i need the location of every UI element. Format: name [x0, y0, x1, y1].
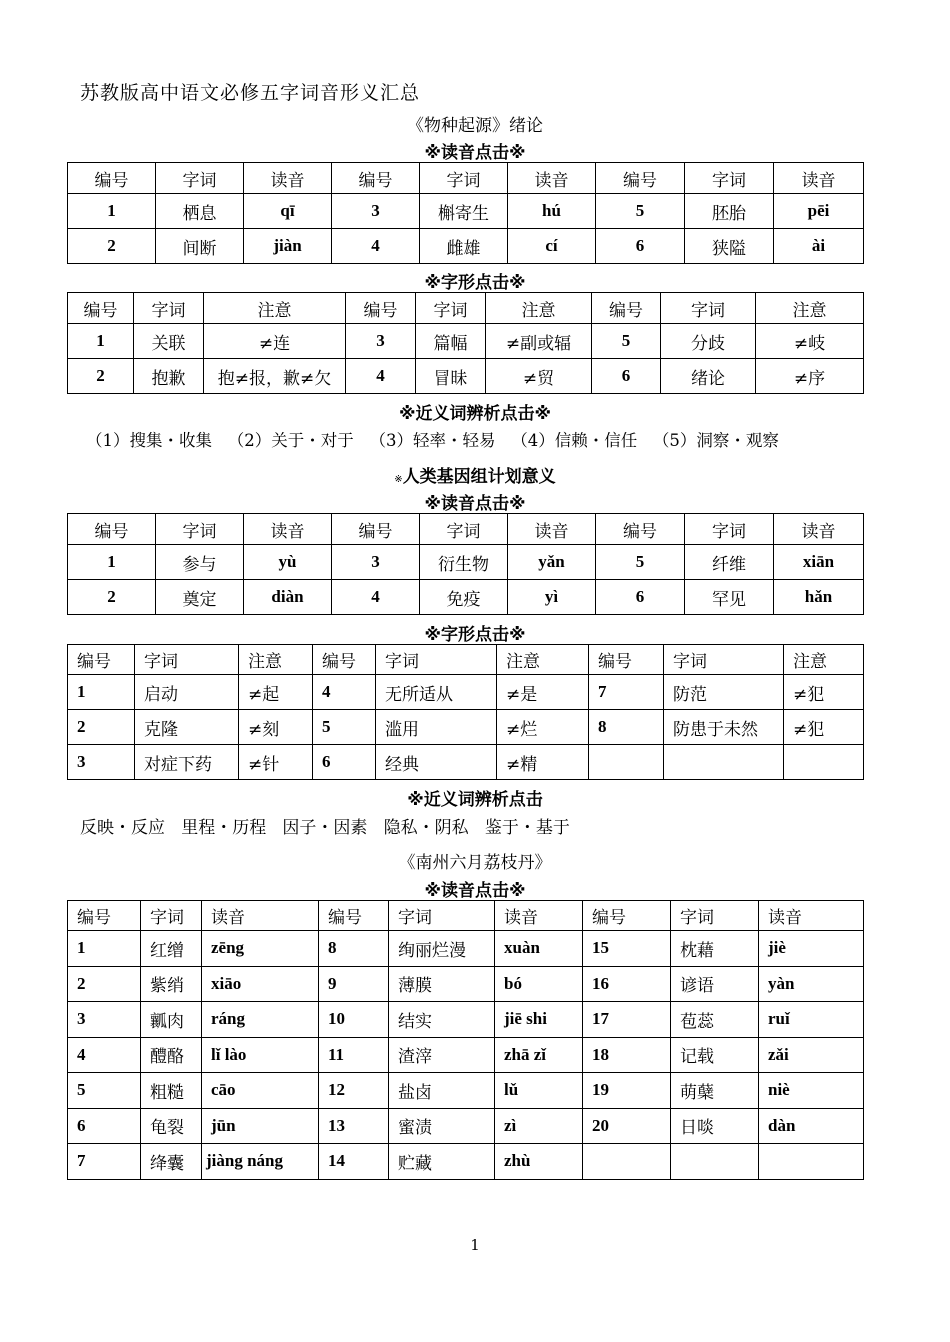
header-cell: 编号 [68, 163, 156, 194]
pinyin-cell: xiāo [202, 966, 319, 1002]
number-cell: 7 [589, 675, 664, 710]
word-cell: 篇幅 [416, 324, 486, 359]
word-cell: 日啖 [671, 1108, 759, 1144]
section-title-text: 人类基因组计划意义 [402, 467, 556, 487]
header-cell: 字词 [156, 514, 244, 545]
word-cell: 栖息 [156, 194, 244, 229]
word-cell: 纤维 [685, 545, 774, 580]
number-cell: 20 [583, 1108, 671, 1144]
header-cell: 读音 [759, 901, 864, 931]
word-cell: 红缯 [141, 931, 202, 967]
note-cell: ≠精 [497, 745, 589, 780]
number-cell: 5 [68, 1073, 141, 1109]
number-cell: 1 [68, 545, 156, 580]
table-row [68, 545, 864, 580]
header-cell: 字词 [389, 901, 495, 931]
pinyin-cell: ráng [202, 1002, 319, 1038]
header-cell: 注意 [239, 645, 313, 675]
number-cell: 15 [583, 931, 671, 967]
number-cell: 5 [592, 324, 661, 359]
table-row [68, 324, 864, 359]
header-cell: 编号 [68, 645, 135, 675]
table-row [68, 710, 864, 745]
number-cell: 6 [68, 1108, 141, 1144]
header-cell: 读音 [495, 901, 583, 931]
section-title: 《南州六月荔枝丹》 [398, 853, 552, 873]
table-header-row [68, 645, 864, 675]
word-cell: 萌蘖 [671, 1073, 759, 1109]
header-cell: 字词 [135, 645, 239, 675]
word-cell [671, 1144, 759, 1180]
word-cell: 绪论 [661, 359, 756, 394]
pinyin-cell: cí [508, 229, 596, 264]
pinyin-cell: niè [759, 1073, 864, 1109]
header-cell: 字词 [661, 293, 756, 324]
word-cell: 醴酪 [141, 1037, 202, 1073]
pronunciation-header: ※读音点击※ [424, 881, 526, 901]
pronunciation-table [67, 513, 864, 615]
number-cell: 8 [319, 931, 389, 967]
number-cell: 2 [68, 966, 141, 1002]
word-cell: 渣滓 [389, 1037, 495, 1073]
note-cell: ≠副或辐 [486, 324, 592, 359]
header-cell: 注意 [204, 293, 346, 324]
header-cell: 编号 [68, 293, 134, 324]
pinyin-cell: hǎn [774, 580, 864, 615]
table-row [68, 229, 864, 264]
pinyin-cell: yì [508, 580, 596, 615]
number-cell: 3 [68, 1002, 141, 1038]
header-cell: 字词 [416, 293, 486, 324]
note-cell: ≠起 [239, 675, 313, 710]
character-form-header: ※字形点击※ [424, 625, 526, 645]
word-cell: 无所适从 [376, 675, 497, 710]
table-row [68, 1002, 864, 1038]
header-cell: 编号 [583, 901, 671, 931]
number-cell: 18 [583, 1037, 671, 1073]
number-cell: 6 [313, 745, 376, 780]
pinyin-cell: jiè [759, 931, 864, 967]
word-cell: 记载 [671, 1037, 759, 1073]
synonym-header: ※近义词辨析点击 [407, 790, 543, 810]
number-cell: 17 [583, 1002, 671, 1038]
synonym-header: ※近义词辨析点击※ [398, 404, 552, 424]
header-cell: 字词 [141, 901, 202, 931]
header-cell: 编号 [592, 293, 661, 324]
character-form-table [67, 644, 864, 780]
header-cell: 编号 [346, 293, 416, 324]
pinyin-cell: zǎi [759, 1037, 864, 1073]
pronunciation-header: ※读音点击※ [424, 143, 526, 163]
note-cell: ≠岐 [756, 324, 864, 359]
number-cell: 2 [68, 359, 134, 394]
word-cell: 奠定 [156, 580, 244, 615]
header-cell: 读音 [244, 163, 332, 194]
note-cell: ≠连 [204, 324, 346, 359]
note-cell: ≠烂 [497, 710, 589, 745]
pinyin-cell: xuàn [495, 931, 583, 967]
word-cell: 粗糙 [141, 1073, 202, 1109]
number-cell: 3 [68, 745, 135, 780]
header-cell: 注意 [784, 645, 864, 675]
header-cell: 编号 [596, 514, 685, 545]
number-cell: 7 [68, 1144, 141, 1180]
note-cell: ≠序 [756, 359, 864, 394]
table-row [68, 1108, 864, 1144]
table-row [68, 745, 864, 780]
word-cell: 枕藉 [671, 931, 759, 967]
note-cell [784, 745, 864, 780]
number-cell: 6 [592, 359, 661, 394]
number-cell [583, 1144, 671, 1180]
pinyin-cell: xiān [774, 545, 864, 580]
word-cell: 瓤肉 [141, 1002, 202, 1038]
header-cell: 字词 [685, 514, 774, 545]
word-cell: 紫绡 [141, 966, 202, 1002]
header-cell: 字词 [420, 163, 508, 194]
number-cell: 5 [313, 710, 376, 745]
header-cell: 字词 [376, 645, 497, 675]
number-cell: 3 [346, 324, 416, 359]
header-cell: 编号 [319, 901, 389, 931]
word-cell: 罕见 [685, 580, 774, 615]
number-cell: 13 [319, 1108, 389, 1144]
pinyin-cell: jiàng náng [202, 1144, 319, 1180]
table-row [68, 1144, 864, 1180]
pinyin-cell: zì [495, 1108, 583, 1144]
pinyin-cell: yù [244, 545, 332, 580]
word-cell: 克隆 [135, 710, 239, 745]
synonym-list: （1）搜集・收集 （2）关于・对于 （3）轻率・轻易 （4）信赖・信任 （5）洞察・观察 [86, 431, 779, 450]
word-cell: 对症下药 [135, 745, 239, 780]
word-cell: 抱歉 [134, 359, 204, 394]
word-cell: 分歧 [661, 324, 756, 359]
word-cell: 槲寄生 [420, 194, 508, 229]
number-cell: 3 [332, 194, 420, 229]
pinyin-cell: yàn [759, 966, 864, 1002]
pinyin-cell: qī [244, 194, 332, 229]
number-cell: 10 [319, 1002, 389, 1038]
number-cell: 2 [68, 580, 156, 615]
number-cell: 2 [68, 229, 156, 264]
pinyin-cell: cāo [202, 1073, 319, 1109]
table-row [68, 675, 864, 710]
number-cell: 4 [332, 580, 420, 615]
word-cell: 免疫 [420, 580, 508, 615]
header-cell: 编号 [68, 514, 156, 545]
word-cell: 绛囊 [141, 1144, 202, 1180]
number-cell: 16 [583, 966, 671, 1002]
pinyin-cell: zhù [495, 1144, 583, 1180]
header-cell: 读音 [508, 163, 596, 194]
pinyin-cell: ruǐ [759, 1002, 864, 1038]
pinyin-cell: zēng [202, 931, 319, 967]
word-cell: 防患于未然 [664, 710, 784, 745]
word-cell: 启动 [135, 675, 239, 710]
pronunciation-table [67, 162, 864, 264]
word-cell: 参与 [156, 545, 244, 580]
note-cell: ≠是 [497, 675, 589, 710]
header-cell: 读音 [202, 901, 319, 931]
pinyin-cell: ài [774, 229, 864, 264]
section-title [0, 462, 950, 487]
word-cell: 雌雄 [420, 229, 508, 264]
word-cell: 贮藏 [389, 1144, 495, 1180]
word-cell: 结实 [389, 1002, 495, 1038]
number-cell: 6 [596, 580, 685, 615]
number-cell: 2 [68, 710, 135, 745]
table-row [68, 1037, 864, 1073]
number-cell: 1 [68, 194, 156, 229]
word-cell: 盐卤 [389, 1073, 495, 1109]
table-row [68, 194, 864, 229]
number-cell: 5 [596, 194, 685, 229]
character-form-header: ※字形点击※ [424, 273, 526, 293]
word-cell: 龟裂 [141, 1108, 202, 1144]
synonym-list: 反映・反应 里程・历程 因子・因素 隐私・阴私 鉴于・基于 [80, 818, 570, 838]
number-cell: 1 [68, 931, 141, 967]
header-cell: 字词 [685, 163, 774, 194]
number-cell: 12 [319, 1073, 389, 1109]
table-row [68, 359, 864, 394]
note-cell: ≠刻 [239, 710, 313, 745]
pronunciation-header: ※读音点击※ [424, 494, 526, 514]
pinyin-cell: jiàn [244, 229, 332, 264]
pinyin-cell: lǔ [495, 1073, 583, 1109]
word-cell: 绚丽烂漫 [389, 931, 495, 967]
pronunciation-table [67, 900, 864, 1180]
header-cell: 注意 [756, 293, 864, 324]
page-number: 1 [470, 1236, 480, 1254]
table-header-row [68, 901, 864, 931]
number-cell: 5 [596, 545, 685, 580]
header-cell: 读音 [508, 514, 596, 545]
pinyin-cell [759, 1144, 864, 1180]
table-header-row [68, 514, 864, 545]
word-cell: 谚语 [671, 966, 759, 1002]
word-cell: 防范 [664, 675, 784, 710]
number-cell: 3 [332, 545, 420, 580]
pinyin-cell: jiē shi [495, 1002, 583, 1038]
section-title: 《物种起源》绪论 [407, 116, 543, 136]
word-cell: 滥用 [376, 710, 497, 745]
header-cell: 编号 [596, 163, 685, 194]
header-cell: 编号 [589, 645, 664, 675]
header-cell: 编号 [332, 163, 420, 194]
pinyin-cell: diàn [244, 580, 332, 615]
note-cell: ≠犯 [784, 710, 864, 745]
number-cell [589, 745, 664, 780]
note-cell: ≠贸 [486, 359, 592, 394]
header-cell: 字词 [156, 163, 244, 194]
word-cell: 蜜渍 [389, 1108, 495, 1144]
character-form-table [67, 292, 864, 394]
pinyin-cell: pēi [774, 194, 864, 229]
table-header-row [68, 163, 864, 194]
header-cell: 读音 [244, 514, 332, 545]
header-cell: 注意 [486, 293, 592, 324]
table-row [68, 966, 864, 1002]
table-row [68, 1073, 864, 1109]
word-cell: 胚胎 [685, 194, 774, 229]
pinyin-cell: bó [495, 966, 583, 1002]
number-cell: 11 [319, 1037, 389, 1073]
header-cell: 读音 [774, 514, 864, 545]
word-cell: 冒昧 [416, 359, 486, 394]
header-cell: 读音 [774, 163, 864, 194]
note-cell: ≠犯 [784, 675, 864, 710]
pinyin-cell: hú [508, 194, 596, 229]
pinyin-cell: lǐ lào [202, 1037, 319, 1073]
header-cell: 注意 [497, 645, 589, 675]
pinyin-cell: dàn [759, 1108, 864, 1144]
note-cell: ≠针 [239, 745, 313, 780]
table-row [68, 580, 864, 615]
number-cell: 9 [319, 966, 389, 1002]
pinyin-cell: yǎn [508, 545, 596, 580]
table-row [68, 931, 864, 967]
number-cell: 8 [589, 710, 664, 745]
word-cell: 衍生物 [420, 545, 508, 580]
number-cell: 14 [319, 1144, 389, 1180]
document-title: 苏教版高中语文必修五字词音形义汇总 [80, 82, 421, 104]
word-cell: 薄膜 [389, 966, 495, 1002]
number-cell: 6 [596, 229, 685, 264]
table-header-row [68, 293, 864, 324]
header-cell: 字词 [671, 901, 759, 931]
word-cell: 苞蕊 [671, 1002, 759, 1038]
header-cell: 编号 [332, 514, 420, 545]
word-cell [664, 745, 784, 780]
word-cell: 狭隘 [685, 229, 774, 264]
number-cell: 4 [68, 1037, 141, 1073]
number-cell: 1 [68, 675, 135, 710]
number-cell: 4 [313, 675, 376, 710]
pinyin-cell: zhā zǐ [495, 1037, 583, 1073]
number-cell: 4 [332, 229, 420, 264]
number-cell: 1 [68, 324, 134, 359]
header-cell: 编号 [68, 901, 141, 931]
number-cell: 4 [346, 359, 416, 394]
header-cell: 字词 [420, 514, 508, 545]
note-cell: 抱≠报，歉≠欠 [204, 359, 346, 394]
word-cell: 经典 [376, 745, 497, 780]
word-cell: 关联 [134, 324, 204, 359]
header-cell: 字词 [134, 293, 204, 324]
header-cell: 编号 [313, 645, 376, 675]
word-cell: 间断 [156, 229, 244, 264]
reference-mark: ※ [394, 474, 403, 485]
number-cell: 19 [583, 1073, 671, 1109]
header-cell: 字词 [664, 645, 784, 675]
pinyin-cell: jūn [202, 1108, 319, 1144]
